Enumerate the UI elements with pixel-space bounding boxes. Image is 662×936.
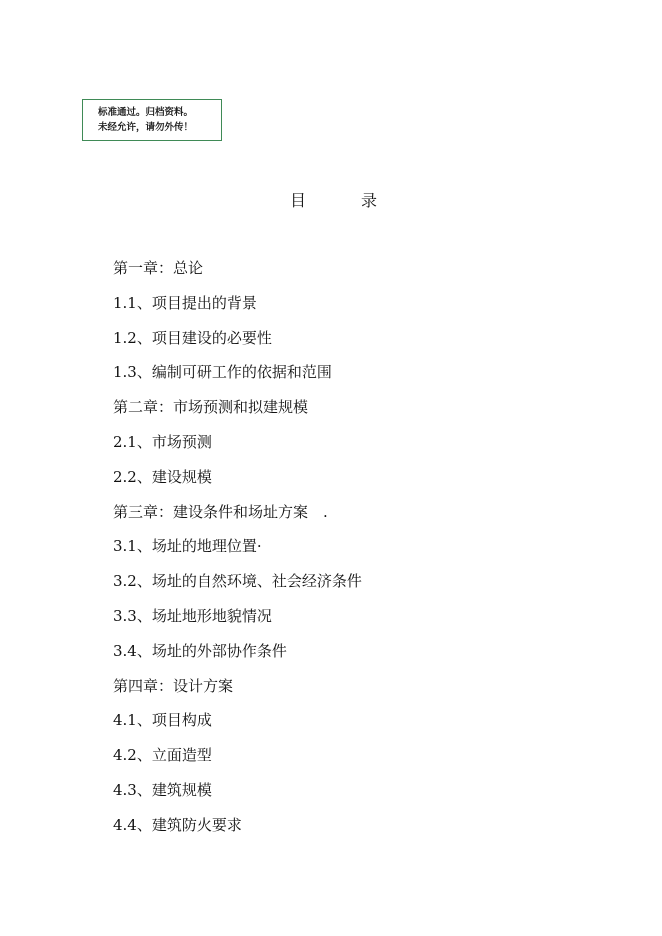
toc-entry-3-1[interactable]: 3.1、场址的地理位置· [113,537,262,556]
toc-entry-chapter-2[interactable]: 第二章：市场预测和拟建规模 [113,398,309,417]
toc-entry-chapter-1[interactable]: 第一章：总论 [113,259,204,277]
toc-entry-2-1[interactable]: 2.1、市场预测 [113,432,212,451]
toc-entry-1-3[interactable]: 1.3、编制可研工作的依据和范围 [113,363,332,382]
toc-title [0,186,662,210]
toc-entry-2-2[interactable]: 2.2、建设规模 [113,467,212,486]
toc-entry-3-3[interactable]: 3.3、场址地形地貌情况 [113,606,272,625]
archive-stamp [82,99,222,141]
toc-entry-chapter-4[interactable]: 第四章：设计方案 [113,676,234,695]
stamp-line-1: 标准通过。归档资料。 [98,107,194,118]
toc-entry-4-1[interactable]: 4.1、项目构成 [113,711,212,730]
toc-entry-3-4[interactable]: 3.4、场址的外部协作条件 [113,641,287,660]
toc-list [113,256,362,848]
toc-entry-3-2[interactable]: 3.2、场址的自然环境、社会经济条件 [113,572,362,591]
toc-entry-1-2[interactable]: 1.2、项目建设的必要性 [113,328,272,347]
toc-entry-chapter-3[interactable]: 第三章：建设条件和场址方案 . [113,502,328,521]
toc-entry-4-2[interactable]: 4.2、立面造型 [113,746,212,765]
toc-entry-4-4[interactable]: 4.4、建筑防火要求 [113,815,242,834]
toc-entry-4-3[interactable]: 4.3、建筑规模 [113,780,212,799]
toc-entry-1-1[interactable]: 1.1、项目提出的背景 [113,293,257,312]
toc-title-right: 录 [361,191,378,210]
stamp-line-2: 未经允许，请勿外传！ [98,122,194,133]
toc-title-left: 目 [290,191,307,210]
